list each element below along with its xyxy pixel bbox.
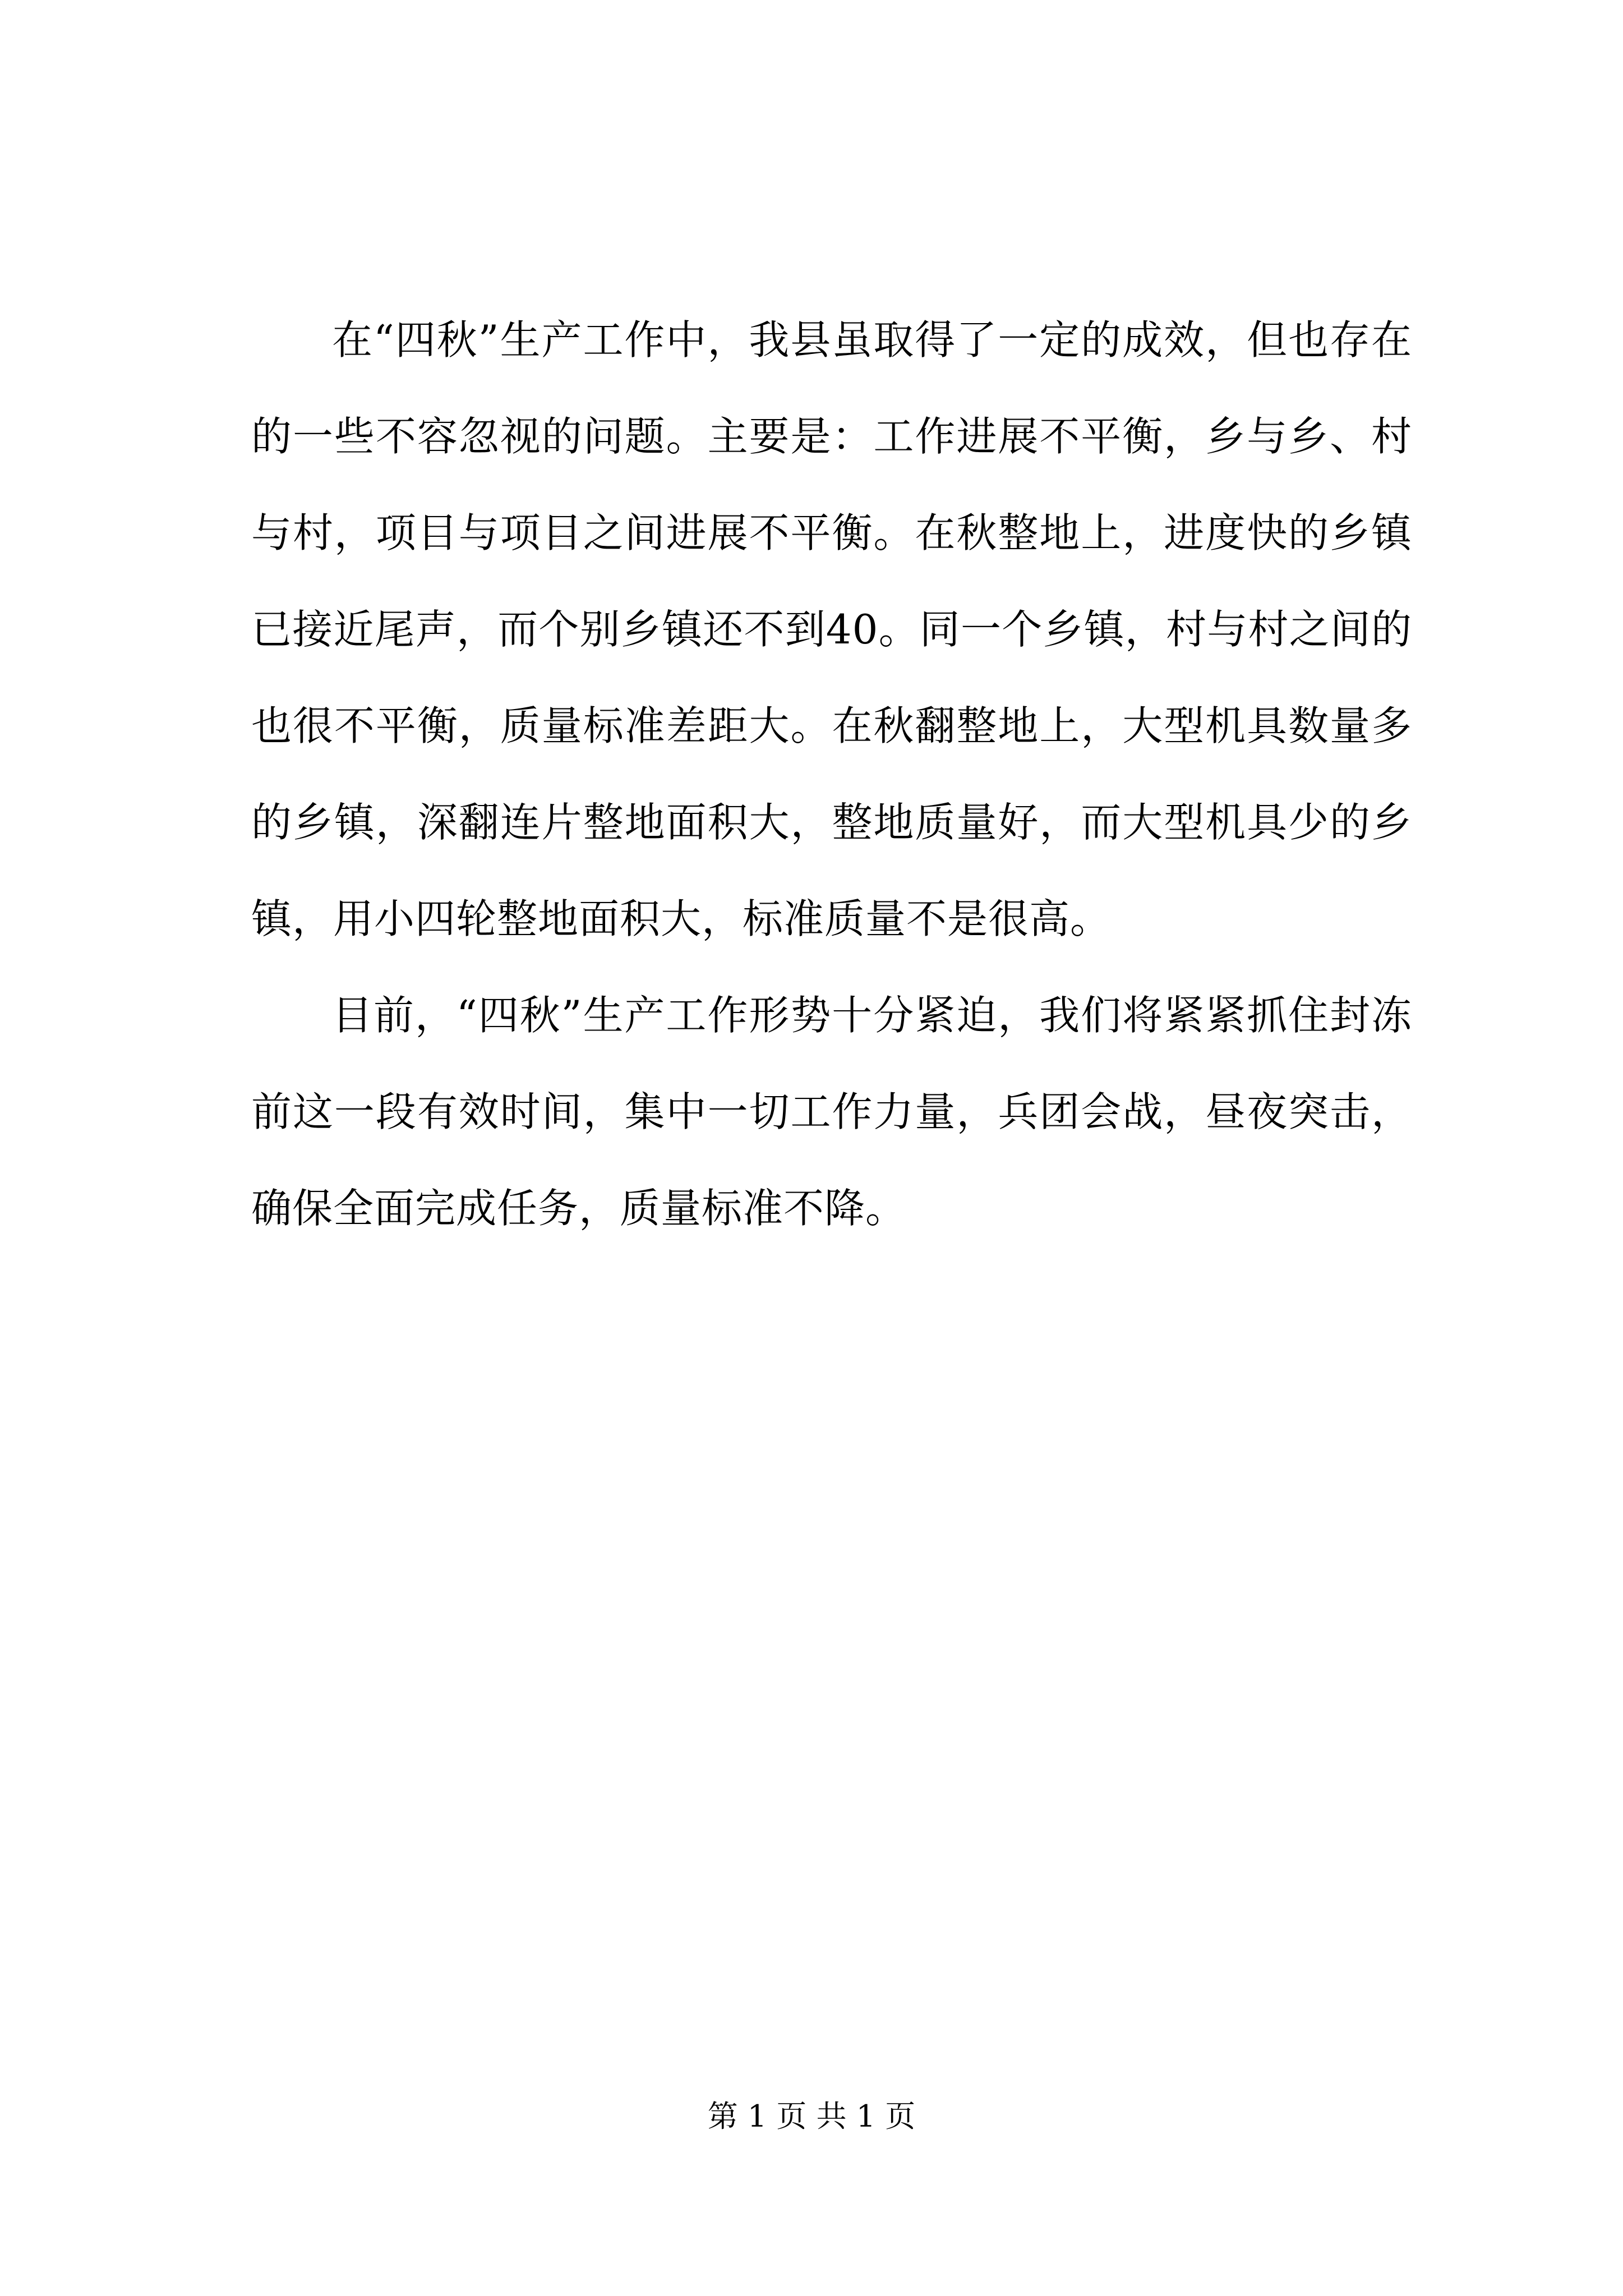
paragraph-1: 在“四秋”生产工作中，我县虽取得了一定的成效，但也存在的一些不容忽视的问题。主要是：工作进展不平衡，乡与乡、村与村，项目与项目之间进展不平衡。在秋整地上，进度快的乡镇已接近尾声，而个别乡镇还不到40。同一个乡镇，村与村之间的也很不平衡，质量标准差距大。在秋翻整地上，大型机具数量多的乡镇，深翻连片整地面积大，整地质量好，而大型机具少的乡镇，用小四轮整地面积大，标准质量不是很高。 xyxy=(251,316,1412,942)
document-body xyxy=(251,292,1412,1257)
paragraph-2: 目前，“四秋”生产工作形势十分紧迫，我们将紧紧抓住封冻前这一段有效时间，集中一切工作力量，兵团会战，昼夜突击，确保全面完成任务，质量标准不降。 xyxy=(251,992,1412,1232)
page-footer: 第 1 页 共 1 页 xyxy=(707,2099,916,2134)
